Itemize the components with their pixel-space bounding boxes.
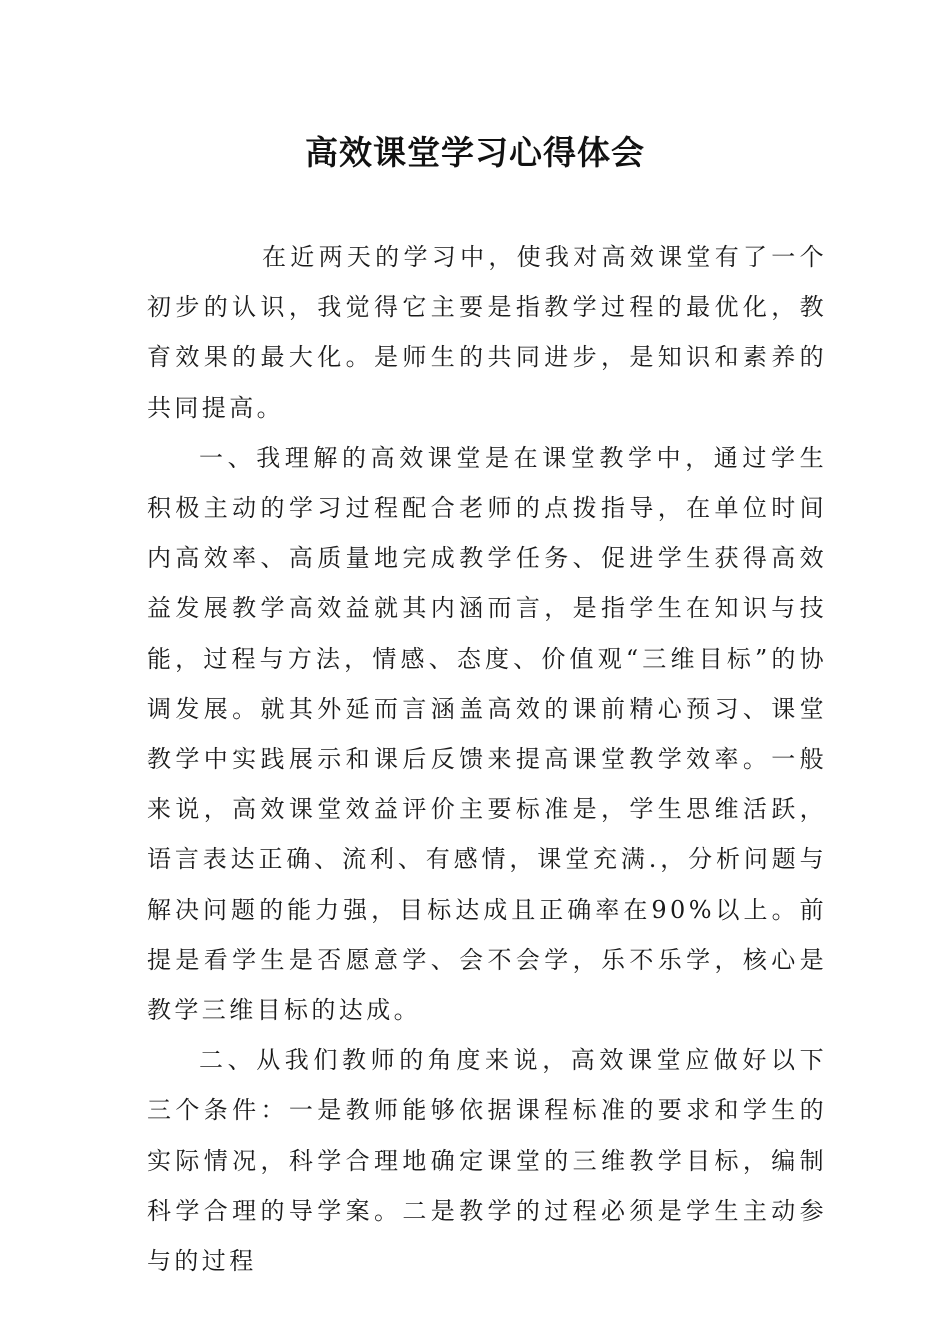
document-title: 高效课堂学习心得体会 [305,133,645,172]
paragraph-section-two: 二、从我们教师的角度来说，高效课堂应做好以下三个条件：一是教师能够依据课程标准的要求和学生的实际情况，科学合理地确定课堂的三维教学目标，编制科学合理的导学案。二是教学的过程必须是学生主动参与的过程 [147,1046,827,1276]
paragraph-intro: 在近两天的学习中，使我对高效课堂有了一个初步的认识，我觉得它主要是指教学过程的最优化，教育效果的最大化。是师生的共同进步，是知识和素养的共同提高。 [147,243,827,422]
paragraph-section-one: 一、我理解的高效课堂是在课堂教学中，通过学生积极主动的学习过程配合老师的点拨指导，在单位时间内高效率、高质量地完成教学任务、促进学生获得高效益发展教学高效益就其内涵而言，是指学生在知识与技能，过程与方法，情感、态度、价值观“三维目标”的协调发展。就其外延而言涵盖高效的课前精心预习、课堂教学中实践展示和课后反馈来提高课堂教学效率。一般来说，高效课堂效益评价主要标准是，学生思维活跃，语言表达正确、流利、有感情，课堂充满.，分析问题与解决问题的能力强，目标达成且正确率在90%以上。前提是看学生是否愿意学、会不会学，乐不乐学，核心是教学三维目标的达成。 [147,443,827,1025]
document-body [147,232,827,1286]
